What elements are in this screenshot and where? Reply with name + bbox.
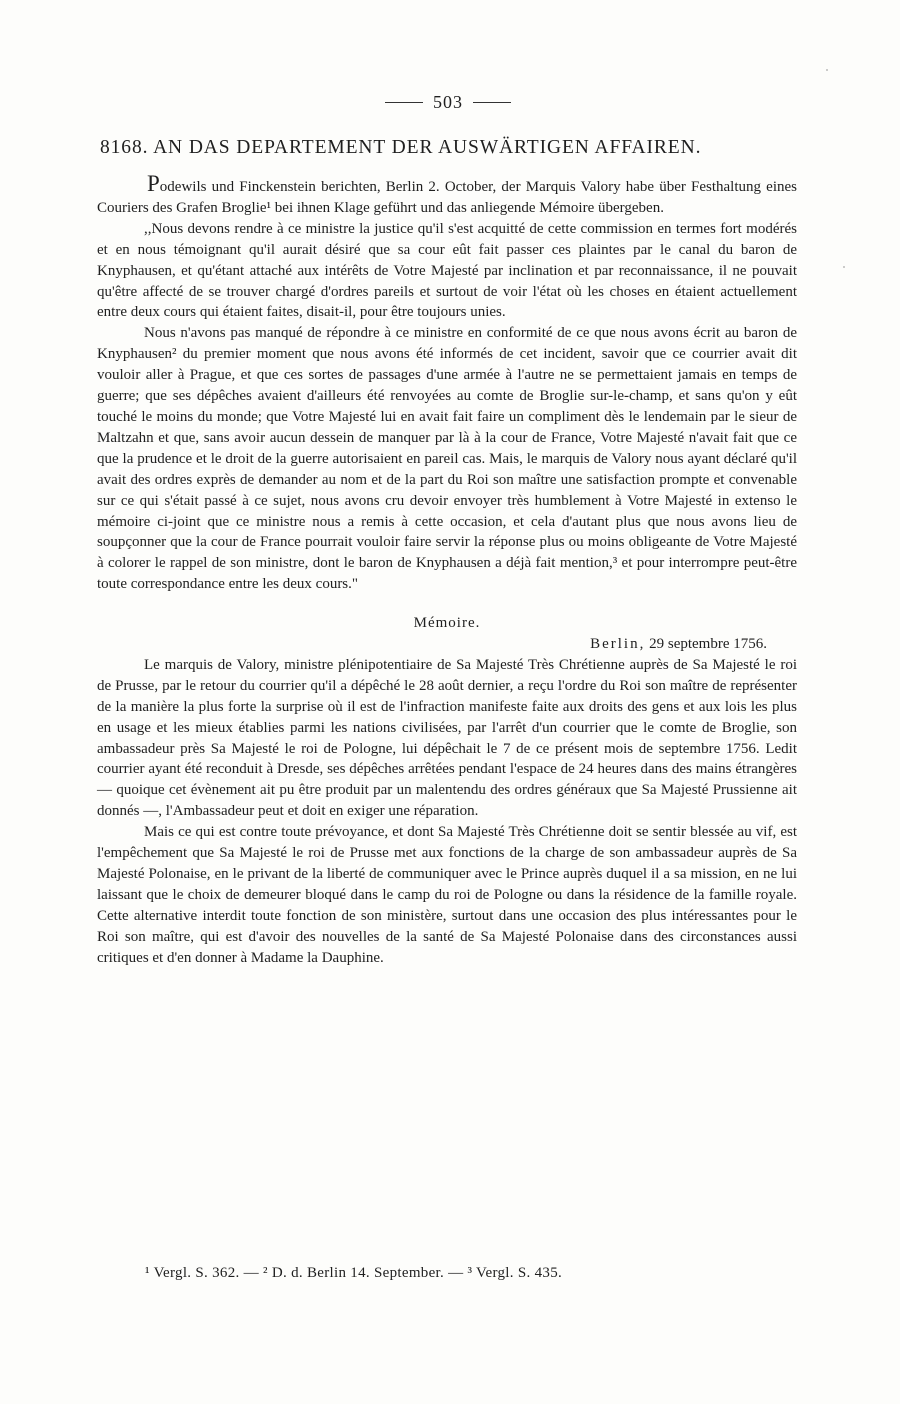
intro-paragraph (97, 172, 797, 219)
page-number (370, 92, 526, 113)
memoire-dateline (97, 634, 797, 655)
page-number-rule-left (385, 102, 423, 103)
scan-speck (843, 266, 845, 268)
body-text (97, 172, 797, 969)
page-number-text: 503 (433, 92, 463, 112)
section-heading: 8168. AN DAS DEPARTEMENT DER AUSWÄRTIGEN AFFAIREN. (100, 137, 702, 158)
scan-speck (826, 69, 828, 71)
dropcap: P (147, 171, 160, 196)
report-paragraph-1: ,,Nous devons rendre à ce ministre la justice qu'il s'est acquitté de cette commission en termes fort modérés et en nous témoignant qu'il aurait désiré que sa cour eût fait passer ces plaintes par le canal du baron de Knyphausen, et qu'étant attaché aux intérêts de Votre Majesté par inclination et par reconnaissance, il ne pouvait qu'être affecté de se trouver chargé d'ordres pareils et surtout de voir l'état où les choses en étaient actuellement entre deux cours qui étaient faites, disait-il, pour être toujours unies. (97, 220, 797, 321)
memoire-title: Mémoire. (413, 615, 481, 632)
memoire-paragraph-1: Le marquis de Valory, ministre plénipotentiaire de Sa Majesté Très Chrétienne auprès de Sa Majesté le roi de Prusse, par le retour du courrier qu'il a dépêché le 28 août dernier, a reçu l'ordre du Roi son maître de représenter de la manière la plus forte la surprise où il est de l'infraction manifeste faite aux droits des gens et aux lois les plus en usage et les mieux établies parmi les nations civilisées, par l'arrêt d'un courrier que le comte de Broglie, son ambassadeur près Sa Majesté le roi de Pologne, lui dépêchait le 7 de ce présent mois de septembre 1756. Ledit courrier ayant été reconduit à Dresde, ses dépêches arrêtées pendant l'espace de 24 heures dans des mains étrangères — quoique cet évènement ait pu être produit par un malentendu des ordres généraux que Sa Majesté Prussienne ait donnés —, l'Ambassadeur peut et doit en exiger une réparation. (97, 656, 797, 820)
intro-text: odewils und Finckenstein berichten, Berlin 2. October, der Marquis Valory habe über Festhaltung eines Couriers des Grafen Broglie¹ bei ihnen Klage geführt und das anliegende Mémoire übergeben. (97, 179, 797, 216)
footnotes: ¹ Vergl. S. 362. — ² D. d. Berlin 14. September. — ³ Vergl. S. 435. (145, 1265, 563, 1281)
page-number-rule-right (473, 102, 511, 103)
dateline-place: Berlin, (590, 636, 646, 653)
dateline-date: 29 septembre 1756. (649, 636, 767, 653)
report-paragraph-2: Nous n'avons pas manqué de répondre à ce ministre en conformité de ce que nous avons écrit au baron de Knyphausen² du premier moment que nous avons été informés de cet incident, savoir que ce courrier avait dit vouloir aller à Prague, et que ces sortes de passages d'une armée à l'autre ne se permettaient jamais en temps de guerre; que ses dépêches avaient d'ailleurs été renvoyées au comte de Broglie sur-le-champ, et sans qu'on y eût touché le moins du monde; que Votre Majesté lui en avait fait faire un compliment dès le lendemain par le sieur de Maltzahn et que, sans avoir aucun dessein de manquer par là à la cour de France, Votre Majesté n'avait fait que ce que la prudence et le droit de la guerre autorisaient en pareil cas. Mais, le marquis de Valory nous ayant déclaré qu'il avait des ordres exprès de demander au nom et de la part du Roi son maître une satisfaction prompte et convenable sur ce qui s'était passé à ce sujet, nous avons cru devoir envoyer très humblement à Votre Majesté in extenso le mémoire ci-joint que ce ministre nous a remis à cette occasion, et cela d'autant plus que nous avons lieu de soupçonner que la cour de France pourrait vouloir faire servir la réponse plus ou moins obligeante de Votre Majesté à colorer le rappel de son ministre, dont le baron de Knyphausen a déjà fait mention,³ et pour interrompre peut-être toute correspondance entre les deux cours." (97, 325, 797, 593)
memoire-paragraph-2: Mais ce qui est contre toute prévoyance, et dont Sa Majesté Très Chrétienne doit se sentir blessée au vif, est l'empêchement que Sa Majesté le roi de Prusse met aux fonctions de la charge de son ambassadeur auprès de Sa Majesté Polonaise, en le privant de la liberté de communiquer avec le Prince auprès duquel il a sa mission, en ne lui laissant que le choix de demeurer bloqué dans le camp du roi de Pologne ou dans la résidence de la famille royale. Cette alternative interdit toute fonction de son ministère, surtout dans une occasion des plus intéressantes pour le Roi son maître, qui est d'avoir des nouvelles de la santé de Sa Majesté Polonaise dans des circonstances aussi critiques et d'en donner à Madame la Dauphine. (97, 824, 797, 966)
